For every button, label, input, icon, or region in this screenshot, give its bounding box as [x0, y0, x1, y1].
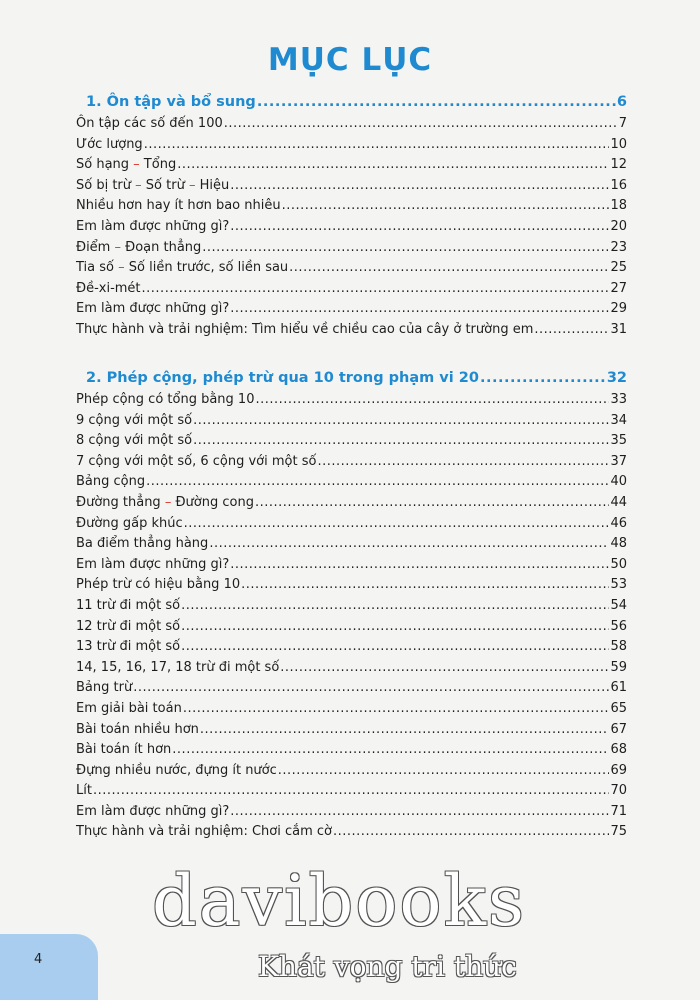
toc-entry-title: Phép trừ có hiệu bằng 10: [76, 577, 241, 593]
toc-entry-title: 13 trừ đi một số: [76, 639, 181, 655]
toc-entry-title: 12 trừ đi một số: [76, 618, 181, 634]
toc-entry-title: Bảng trừ: [76, 680, 133, 696]
dot-leader: [241, 577, 609, 592]
toc-entry: [76, 281, 627, 302]
toc-entry-title: Em làm được những gì?: [76, 556, 230, 572]
toc-entry-title: 8 cộng với một số: [76, 433, 193, 449]
toc-entry-title: 7 cộng với một số, 6 cộng với một số: [76, 453, 317, 469]
toc-entry-page: 48: [610, 536, 627, 552]
dot-leader: [184, 516, 610, 531]
toc-entry: [76, 240, 627, 261]
dot-leader: [289, 260, 609, 275]
toc-entry-page: 40: [610, 474, 627, 490]
toc-entry: [76, 433, 627, 454]
toc-entry-page: 50: [610, 556, 627, 572]
toc-entry: [76, 660, 627, 681]
toc-entry: [76, 680, 627, 701]
toc-entry: [76, 701, 627, 722]
toc-entry-title: Bài toán ít hơn: [76, 742, 172, 758]
dot-leader: [177, 157, 609, 172]
toc-entry-title: Bảng cộng: [76, 474, 146, 490]
dot-leader: [230, 178, 609, 193]
page-number-tab: [0, 934, 98, 1000]
toc-entry-title: Đường thẳng – Đường cong: [76, 494, 254, 510]
toc-entry-title: Em làm được những gì?: [76, 803, 230, 819]
dot-leader: [317, 454, 609, 469]
toc-entry-title: 11 trừ đi một số: [76, 597, 181, 613]
dot-leader: [255, 495, 610, 510]
toc-entry-title: 14, 15, 16, 17, 18 trừ đi một số: [76, 659, 280, 675]
toc-entry-page: 56: [610, 618, 627, 634]
dot-leader: [181, 619, 609, 634]
toc-entry-page: 16: [610, 177, 627, 193]
dot-leader: [230, 219, 609, 234]
toc-entry-page: 10: [610, 136, 627, 152]
toc-entry-title: 9 cộng với một số: [76, 412, 193, 428]
toc-entry-title: Ôn tập các số đến 100: [76, 116, 223, 131]
dot-leader: [172, 742, 609, 757]
toc-entry-page: 25: [610, 260, 627, 276]
section-heading: [76, 370, 627, 392]
toc-entry-page: 35: [610, 433, 627, 449]
dash-separator: –: [118, 260, 125, 276]
toc-entry-page: 12: [610, 157, 627, 173]
toc-entry-title: Đề-xi-mét: [76, 280, 141, 296]
section-heading-title: 1. Ôn tập và bổ sung: [86, 94, 256, 110]
toc-entry-title: Thực hành và trải nghiệm: Tìm hiểu về chiều cao của cây ở trường em: [76, 321, 534, 337]
toc-entry: [76, 137, 627, 158]
toc-entry: [76, 260, 627, 281]
toc-entry: [76, 619, 627, 640]
toc-entry-page: 34: [610, 412, 627, 428]
section-heading-page: 6: [616, 94, 627, 110]
dash-separator: –: [114, 239, 121, 255]
toc-entry-title: Ba điểm thẳng hàng: [76, 536, 209, 552]
dot-leader: [202, 240, 609, 255]
toc-entry-title: Phép cộng có tổng bằng 10: [76, 392, 255, 407]
toc-entry-page: 61: [610, 680, 627, 696]
toc-entry: [76, 392, 627, 413]
dot-leader: [278, 763, 610, 778]
toc-entry-page: 59: [610, 659, 627, 675]
toc-entry: [76, 804, 627, 825]
toc-entry: [76, 763, 627, 784]
toc-entry-title: Em làm được những gì?: [76, 301, 230, 317]
page-title: MỤC LỤC: [267, 42, 433, 78]
dot-leader: [181, 639, 609, 654]
toc-entry: [76, 598, 627, 619]
toc-entry: [76, 198, 627, 219]
dash-separator: –: [133, 157, 140, 173]
dot-leader: [230, 557, 609, 572]
dot-leader: [93, 783, 610, 798]
dot-leader: [480, 370, 606, 386]
section-heading: [76, 94, 627, 116]
dot-leader: [209, 536, 609, 551]
toc-entry: [76, 783, 627, 804]
toc-entry-page: 23: [610, 239, 627, 255]
toc-entry-title: Bài toán nhiều hơn: [76, 721, 199, 737]
toc-entry-page: 67: [610, 721, 627, 737]
toc-entry: [76, 722, 627, 743]
toc-entry-page: 75: [610, 824, 627, 840]
toc-entry-page: 44: [610, 494, 627, 510]
section-heading-title: 2. Phép cộng, phép trừ qua 10 trong phạm vi 20: [86, 370, 479, 386]
toc-entry-page: 54: [610, 597, 627, 613]
dot-leader: [255, 392, 609, 407]
toc-entry: [76, 413, 627, 434]
toc-entry: [76, 824, 627, 845]
dot-leader: [181, 598, 609, 613]
dot-leader: [224, 116, 618, 131]
dash-separator: –: [164, 494, 172, 510]
dot-leader: [133, 680, 609, 695]
toc-entry-page: 71: [610, 803, 627, 819]
watermark-tagline: Khát vọng tri thức: [258, 950, 517, 983]
dot-leader: [333, 824, 609, 839]
toc-entry-page: 27: [610, 280, 627, 296]
toc-entry-page: 69: [610, 762, 627, 778]
toc-section-2: [76, 370, 627, 845]
toc-entry-page: 46: [610, 515, 627, 531]
toc-entry: [76, 536, 627, 557]
toc-entry: [76, 219, 627, 240]
toc-entry-page: 53: [610, 577, 627, 593]
toc-entry-page: 33: [610, 392, 627, 407]
toc-entry-page: 31: [610, 321, 627, 337]
toc-entry-page: 68: [610, 742, 627, 758]
toc-section-1: [76, 94, 627, 343]
toc-entry-page: 29: [610, 301, 627, 317]
toc-entry-page: 18: [610, 198, 627, 214]
toc-entry-title: Số bị trừ – Số trừ – Hiệu: [76, 177, 230, 193]
toc-entry: [76, 495, 627, 516]
toc-entry-page: 58: [610, 639, 627, 655]
dash-separator: –: [135, 177, 142, 193]
toc-entry: [76, 454, 627, 475]
dot-leader: [142, 281, 610, 296]
toc-entry-title: Đường gấp khúc: [76, 515, 183, 531]
toc-entry: [76, 301, 627, 322]
watermark-brand: davibooks: [152, 860, 526, 942]
dot-leader: [144, 137, 610, 152]
dot-leader: [193, 413, 609, 428]
toc-entry: [76, 157, 627, 178]
toc-entry-title: Tia số – Số liền trước, số liền sau: [76, 260, 289, 276]
toc-entry-page: 7: [618, 116, 627, 131]
toc-entry-page: 20: [610, 218, 627, 234]
section-heading-page: 32: [606, 370, 627, 386]
toc-entry-title: Lít: [76, 783, 92, 799]
toc-entry: [76, 742, 627, 763]
dot-leader: [183, 701, 610, 716]
toc-entry-title: Thực hành và trải nghiệm: Chơi cắm cờ: [76, 824, 333, 840]
toc-entry-page: 37: [610, 453, 627, 469]
dot-leader: [146, 474, 609, 489]
dot-leader: [230, 804, 609, 819]
dot-leader: [282, 198, 610, 213]
toc-entry: [76, 639, 627, 660]
dot-leader: [200, 722, 610, 737]
dot-leader: [193, 433, 609, 448]
dot-leader: [257, 94, 616, 110]
toc-entry-title: Điểm – Đoạn thẳng: [76, 239, 202, 255]
page-number: 4: [34, 952, 43, 967]
dash-separator: –: [188, 177, 196, 193]
dot-leader: [230, 301, 609, 316]
dot-leader: [534, 322, 609, 337]
toc-entry: [76, 557, 627, 578]
toc-entry: [76, 116, 627, 137]
toc-entry: [76, 178, 627, 199]
toc-entry-page: 65: [610, 700, 627, 716]
toc-entry: [76, 322, 627, 343]
toc-entry: [76, 516, 627, 537]
toc-entry: [76, 474, 627, 495]
toc-entry-page: 70: [610, 783, 627, 799]
dot-leader: [280, 660, 609, 675]
toc-entry-title: Nhiều hơn hay ít hơn bao nhiêu: [76, 198, 281, 214]
toc-entry-title: Em làm được những gì?: [76, 218, 230, 234]
toc-entry-title: Em giải bài toán: [76, 700, 182, 716]
toc-entry-title: Số hạng – Tổng: [76, 157, 177, 173]
toc-entry-title: Đựng nhiều nước, đựng ít nước: [76, 762, 277, 778]
toc-entry-title: Ước lượng: [76, 136, 143, 152]
toc-entry: [76, 577, 627, 598]
